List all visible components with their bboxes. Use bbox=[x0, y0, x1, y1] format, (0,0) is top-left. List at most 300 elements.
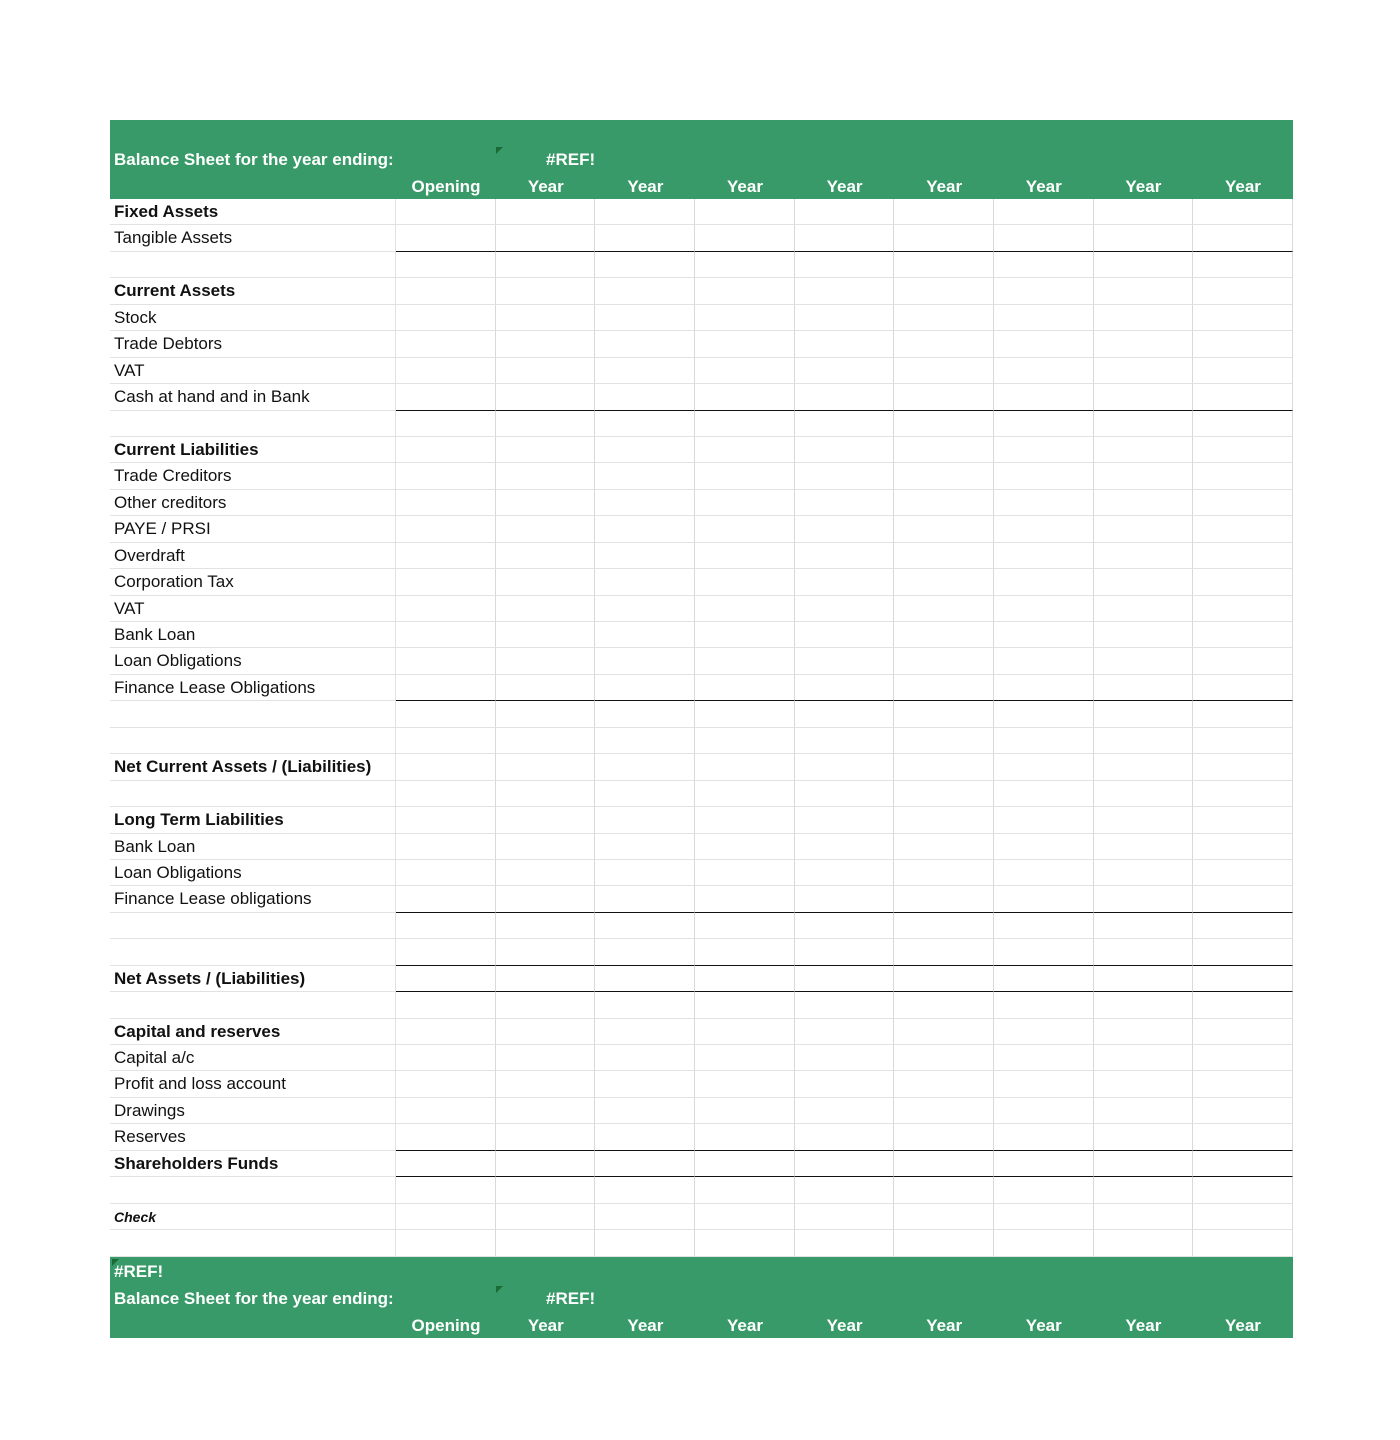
value-cell[interactable] bbox=[595, 1151, 695, 1177]
value-cell[interactable] bbox=[595, 1045, 695, 1071]
row-label[interactable]: Finance Lease Obligations bbox=[110, 675, 396, 701]
value-cell[interactable] bbox=[795, 437, 895, 463]
value-cell[interactable] bbox=[496, 490, 596, 516]
value-cell[interactable] bbox=[595, 199, 695, 225]
value-cell[interactable] bbox=[994, 225, 1094, 251]
value-cell[interactable] bbox=[1094, 1045, 1194, 1071]
row-label[interactable] bbox=[110, 913, 396, 939]
value-cell[interactable] bbox=[695, 966, 795, 992]
value-cell[interactable] bbox=[1193, 834, 1293, 860]
value-cell[interactable] bbox=[595, 305, 695, 331]
value-cell[interactable] bbox=[894, 516, 994, 542]
value-cell[interactable] bbox=[695, 648, 795, 674]
value-cell[interactable] bbox=[1094, 331, 1194, 357]
value-cell[interactable] bbox=[1094, 490, 1194, 516]
value-cell[interactable] bbox=[1094, 358, 1194, 384]
value-cell[interactable] bbox=[496, 1204, 596, 1230]
value-cell[interactable] bbox=[994, 358, 1094, 384]
value-cell[interactable] bbox=[1094, 1124, 1194, 1150]
value-cell[interactable] bbox=[1193, 1124, 1293, 1150]
value-cell[interactable] bbox=[695, 225, 795, 251]
value-cell[interactable] bbox=[795, 1124, 895, 1150]
value-cell[interactable] bbox=[1193, 225, 1293, 251]
value-cell[interactable] bbox=[396, 252, 496, 278]
value-cell[interactable] bbox=[795, 1177, 895, 1203]
row-label[interactable]: Net Assets / (Liabilities) bbox=[110, 966, 396, 992]
value-cell[interactable] bbox=[795, 384, 895, 410]
value-cell[interactable] bbox=[795, 252, 895, 278]
value-cell[interactable] bbox=[994, 463, 1094, 489]
row-label[interactable]: Net Current Assets / (Liabilities) bbox=[110, 754, 396, 780]
value-cell[interactable] bbox=[994, 252, 1094, 278]
value-cell[interactable] bbox=[1094, 305, 1194, 331]
value-cell[interactable] bbox=[396, 278, 496, 304]
value-cell[interactable] bbox=[695, 490, 795, 516]
value-cell[interactable] bbox=[1193, 754, 1293, 780]
value-cell[interactable] bbox=[695, 1204, 795, 1230]
value-cell[interactable] bbox=[496, 596, 596, 622]
value-cell[interactable] bbox=[496, 1151, 596, 1177]
value-cell[interactable] bbox=[595, 1019, 695, 1045]
value-cell[interactable] bbox=[595, 252, 695, 278]
value-cell[interactable] bbox=[695, 1045, 795, 1071]
value-cell[interactable] bbox=[1094, 992, 1194, 1018]
value-cell[interactable] bbox=[496, 1045, 596, 1071]
row-label[interactable] bbox=[110, 1230, 396, 1256]
value-cell[interactable] bbox=[695, 807, 795, 833]
value-cell[interactable] bbox=[994, 437, 1094, 463]
value-cell[interactable] bbox=[894, 437, 994, 463]
value-cell[interactable] bbox=[496, 913, 596, 939]
value-cell[interactable] bbox=[496, 225, 596, 251]
value-cell[interactable] bbox=[396, 437, 496, 463]
value-cell[interactable] bbox=[695, 543, 795, 569]
value-cell[interactable] bbox=[994, 490, 1094, 516]
value-cell[interactable] bbox=[1193, 569, 1293, 595]
value-cell[interactable] bbox=[1094, 543, 1194, 569]
value-cell[interactable] bbox=[1193, 463, 1293, 489]
row-label[interactable] bbox=[110, 728, 396, 754]
value-cell[interactable] bbox=[595, 913, 695, 939]
value-cell[interactable] bbox=[1193, 886, 1293, 912]
value-cell[interactable] bbox=[695, 913, 795, 939]
value-cell[interactable] bbox=[795, 278, 895, 304]
value-cell[interactable] bbox=[1094, 411, 1194, 437]
value-cell[interactable] bbox=[1193, 939, 1293, 965]
value-cell[interactable] bbox=[496, 834, 596, 860]
value-cell[interactable] bbox=[894, 754, 994, 780]
row-label[interactable]: Profit and loss account bbox=[110, 1071, 396, 1097]
value-cell[interactable] bbox=[695, 252, 795, 278]
value-cell[interactable] bbox=[894, 331, 994, 357]
value-cell[interactable] bbox=[894, 966, 994, 992]
row-label[interactable]: Capital and reserves bbox=[110, 1019, 396, 1045]
value-cell[interactable] bbox=[595, 490, 695, 516]
value-cell[interactable] bbox=[595, 1204, 695, 1230]
value-cell[interactable] bbox=[396, 225, 496, 251]
value-cell[interactable] bbox=[496, 675, 596, 701]
value-cell[interactable] bbox=[795, 754, 895, 780]
value-cell[interactable] bbox=[1193, 648, 1293, 674]
value-cell[interactable] bbox=[795, 834, 895, 860]
footer-ref-top[interactable]: #REF! bbox=[114, 1261, 164, 1281]
value-cell[interactable] bbox=[396, 199, 496, 225]
value-cell[interactable] bbox=[396, 728, 496, 754]
value-cell[interactable] bbox=[994, 992, 1094, 1018]
value-cell[interactable] bbox=[695, 596, 795, 622]
value-cell[interactable] bbox=[795, 411, 895, 437]
value-cell[interactable] bbox=[1193, 622, 1293, 648]
value-cell[interactable] bbox=[695, 834, 795, 860]
value-cell[interactable] bbox=[496, 543, 596, 569]
value-cell[interactable] bbox=[795, 199, 895, 225]
value-cell[interactable] bbox=[1193, 305, 1293, 331]
value-cell[interactable] bbox=[496, 701, 596, 727]
value-cell[interactable] bbox=[994, 781, 1094, 807]
value-cell[interactable] bbox=[1094, 781, 1194, 807]
value-cell[interactable] bbox=[595, 701, 695, 727]
value-cell[interactable] bbox=[396, 781, 496, 807]
value-cell[interactable] bbox=[894, 199, 994, 225]
value-cell[interactable] bbox=[795, 490, 895, 516]
value-cell[interactable] bbox=[396, 966, 496, 992]
value-cell[interactable] bbox=[695, 754, 795, 780]
value-cell[interactable] bbox=[496, 516, 596, 542]
value-cell[interactable] bbox=[994, 1071, 1094, 1097]
row-label[interactable]: Corporation Tax bbox=[110, 569, 396, 595]
value-cell[interactable] bbox=[1094, 596, 1194, 622]
value-cell[interactable] bbox=[994, 569, 1094, 595]
value-cell[interactable] bbox=[1193, 596, 1293, 622]
value-cell[interactable] bbox=[795, 966, 895, 992]
value-cell[interactable] bbox=[496, 1071, 596, 1097]
row-label[interactable]: Loan Obligations bbox=[110, 860, 396, 886]
value-cell[interactable] bbox=[695, 1019, 795, 1045]
row-label[interactable]: Long Term Liabilities bbox=[110, 807, 396, 833]
value-cell[interactable] bbox=[894, 886, 994, 912]
value-cell[interactable] bbox=[1094, 622, 1194, 648]
value-cell[interactable] bbox=[1094, 1151, 1194, 1177]
value-cell[interactable] bbox=[396, 807, 496, 833]
value-cell[interactable] bbox=[795, 622, 895, 648]
value-cell[interactable] bbox=[695, 1071, 795, 1097]
value-cell[interactable] bbox=[1193, 384, 1293, 410]
value-cell[interactable] bbox=[695, 622, 795, 648]
value-cell[interactable] bbox=[595, 754, 695, 780]
value-cell[interactable] bbox=[695, 358, 795, 384]
row-label[interactable]: Cash at hand and in Bank bbox=[110, 384, 396, 410]
row-label[interactable] bbox=[110, 411, 396, 437]
value-cell[interactable] bbox=[1094, 1204, 1194, 1230]
value-cell[interactable] bbox=[1094, 728, 1194, 754]
value-cell[interactable] bbox=[894, 1124, 994, 1150]
value-cell[interactable] bbox=[894, 384, 994, 410]
value-cell[interactable] bbox=[994, 728, 1094, 754]
value-cell[interactable] bbox=[795, 675, 895, 701]
value-cell[interactable] bbox=[1094, 675, 1194, 701]
value-cell[interactable] bbox=[695, 437, 795, 463]
value-cell[interactable] bbox=[695, 199, 795, 225]
value-cell[interactable] bbox=[396, 939, 496, 965]
row-label[interactable] bbox=[110, 781, 396, 807]
row-label[interactable]: PAYE / PRSI bbox=[110, 516, 396, 542]
value-cell[interactable] bbox=[795, 1019, 895, 1045]
value-cell[interactable] bbox=[795, 463, 895, 489]
value-cell[interactable] bbox=[795, 1071, 895, 1097]
value-cell[interactable] bbox=[695, 781, 795, 807]
value-cell[interactable] bbox=[496, 728, 596, 754]
value-cell[interactable] bbox=[595, 886, 695, 912]
value-cell[interactable] bbox=[396, 569, 496, 595]
row-label[interactable]: Trade Creditors bbox=[110, 463, 396, 489]
value-cell[interactable] bbox=[795, 860, 895, 886]
value-cell[interactable] bbox=[396, 463, 496, 489]
value-cell[interactable] bbox=[1193, 728, 1293, 754]
value-cell[interactable] bbox=[1193, 913, 1293, 939]
value-cell[interactable] bbox=[595, 1098, 695, 1124]
value-cell[interactable] bbox=[894, 278, 994, 304]
value-cell[interactable] bbox=[894, 939, 994, 965]
value-cell[interactable] bbox=[595, 807, 695, 833]
value-cell[interactable] bbox=[994, 1098, 1094, 1124]
value-cell[interactable] bbox=[496, 939, 596, 965]
value-cell[interactable] bbox=[994, 1124, 1094, 1150]
value-cell[interactable] bbox=[496, 886, 596, 912]
value-cell[interactable] bbox=[496, 305, 596, 331]
value-cell[interactable] bbox=[1094, 1230, 1194, 1256]
footer-ref-value[interactable]: #REF! bbox=[546, 1288, 596, 1308]
value-cell[interactable] bbox=[496, 781, 596, 807]
value-cell[interactable] bbox=[496, 1177, 596, 1203]
value-cell[interactable] bbox=[695, 384, 795, 410]
value-cell[interactable] bbox=[396, 1204, 496, 1230]
value-cell[interactable] bbox=[1094, 1071, 1194, 1097]
value-cell[interactable] bbox=[1094, 886, 1194, 912]
value-cell[interactable] bbox=[1193, 1177, 1293, 1203]
value-cell[interactable] bbox=[695, 278, 795, 304]
value-cell[interactable] bbox=[894, 701, 994, 727]
value-cell[interactable] bbox=[795, 1204, 895, 1230]
value-cell[interactable] bbox=[496, 199, 596, 225]
row-label[interactable]: Check bbox=[110, 1204, 396, 1230]
row-label[interactable] bbox=[110, 701, 396, 727]
value-cell[interactable] bbox=[595, 437, 695, 463]
value-cell[interactable] bbox=[496, 463, 596, 489]
value-cell[interactable] bbox=[496, 384, 596, 410]
row-label[interactable]: Loan Obligations bbox=[110, 648, 396, 674]
value-cell[interactable] bbox=[396, 913, 496, 939]
value-cell[interactable] bbox=[894, 913, 994, 939]
value-cell[interactable] bbox=[894, 1071, 994, 1097]
value-cell[interactable] bbox=[396, 411, 496, 437]
value-cell[interactable] bbox=[894, 1177, 994, 1203]
value-cell[interactable] bbox=[496, 1124, 596, 1150]
value-cell[interactable] bbox=[994, 834, 1094, 860]
value-cell[interactable] bbox=[795, 992, 895, 1018]
value-cell[interactable] bbox=[1193, 1151, 1293, 1177]
row-label[interactable]: Finance Lease obligations bbox=[110, 886, 396, 912]
value-cell[interactable] bbox=[396, 384, 496, 410]
value-cell[interactable] bbox=[695, 939, 795, 965]
value-cell[interactable] bbox=[496, 860, 596, 886]
value-cell[interactable] bbox=[1193, 358, 1293, 384]
value-cell[interactable] bbox=[1193, 278, 1293, 304]
value-cell[interactable] bbox=[396, 358, 496, 384]
row-label[interactable]: Bank Loan bbox=[110, 834, 396, 860]
value-cell[interactable] bbox=[496, 411, 596, 437]
value-cell[interactable] bbox=[396, 860, 496, 886]
value-cell[interactable] bbox=[396, 596, 496, 622]
value-cell[interactable] bbox=[695, 886, 795, 912]
value-cell[interactable] bbox=[994, 622, 1094, 648]
value-cell[interactable] bbox=[695, 1177, 795, 1203]
value-cell[interactable] bbox=[695, 860, 795, 886]
value-cell[interactable] bbox=[994, 1045, 1094, 1071]
value-cell[interactable] bbox=[396, 1098, 496, 1124]
value-cell[interactable] bbox=[396, 886, 496, 912]
value-cell[interactable] bbox=[695, 569, 795, 595]
row-label[interactable]: Reserves bbox=[110, 1124, 396, 1150]
row-label[interactable]: Tangible Assets bbox=[110, 225, 396, 251]
value-cell[interactable] bbox=[595, 358, 695, 384]
row-label[interactable]: Stock bbox=[110, 305, 396, 331]
value-cell[interactable] bbox=[1193, 331, 1293, 357]
value-cell[interactable] bbox=[894, 1230, 994, 1256]
value-cell[interactable] bbox=[1094, 516, 1194, 542]
value-cell[interactable] bbox=[595, 225, 695, 251]
value-cell[interactable] bbox=[1193, 516, 1293, 542]
value-cell[interactable] bbox=[1094, 1177, 1194, 1203]
value-cell[interactable] bbox=[496, 1098, 596, 1124]
value-cell[interactable] bbox=[1094, 199, 1194, 225]
value-cell[interactable] bbox=[994, 1151, 1094, 1177]
value-cell[interactable] bbox=[894, 358, 994, 384]
value-cell[interactable] bbox=[1094, 278, 1194, 304]
row-label[interactable] bbox=[110, 992, 396, 1018]
value-cell[interactable] bbox=[396, 834, 496, 860]
row-label[interactable]: Trade Debtors bbox=[110, 331, 396, 357]
value-cell[interactable] bbox=[695, 1151, 795, 1177]
value-cell[interactable] bbox=[994, 754, 1094, 780]
value-cell[interactable] bbox=[994, 939, 1094, 965]
value-cell[interactable] bbox=[894, 648, 994, 674]
value-cell[interactable] bbox=[595, 516, 695, 542]
value-cell[interactable] bbox=[1094, 1019, 1194, 1045]
value-cell[interactable] bbox=[994, 886, 1094, 912]
value-cell[interactable] bbox=[894, 411, 994, 437]
value-cell[interactable] bbox=[795, 596, 895, 622]
value-cell[interactable] bbox=[695, 331, 795, 357]
value-cell[interactable] bbox=[396, 490, 496, 516]
value-cell[interactable] bbox=[994, 1230, 1094, 1256]
value-cell[interactable] bbox=[1094, 437, 1194, 463]
value-cell[interactable] bbox=[994, 516, 1094, 542]
value-cell[interactable] bbox=[894, 569, 994, 595]
value-cell[interactable] bbox=[595, 860, 695, 886]
value-cell[interactable] bbox=[695, 701, 795, 727]
value-cell[interactable] bbox=[396, 675, 496, 701]
value-cell[interactable] bbox=[894, 596, 994, 622]
value-cell[interactable] bbox=[795, 331, 895, 357]
value-cell[interactable] bbox=[595, 939, 695, 965]
value-cell[interactable] bbox=[496, 331, 596, 357]
value-cell[interactable] bbox=[595, 1230, 695, 1256]
value-cell[interactable] bbox=[994, 199, 1094, 225]
value-cell[interactable] bbox=[396, 1019, 496, 1045]
row-label[interactable]: Bank Loan bbox=[110, 622, 396, 648]
value-cell[interactable] bbox=[795, 305, 895, 331]
value-cell[interactable] bbox=[496, 569, 596, 595]
value-cell[interactable] bbox=[595, 463, 695, 489]
value-cell[interactable] bbox=[595, 728, 695, 754]
value-cell[interactable] bbox=[396, 648, 496, 674]
value-cell[interactable] bbox=[595, 966, 695, 992]
value-cell[interactable] bbox=[1193, 1045, 1293, 1071]
value-cell[interactable] bbox=[795, 516, 895, 542]
value-cell[interactable] bbox=[1094, 860, 1194, 886]
value-cell[interactable] bbox=[595, 411, 695, 437]
row-label[interactable] bbox=[110, 939, 396, 965]
value-cell[interactable] bbox=[795, 1151, 895, 1177]
row-label[interactable]: Shareholders Funds bbox=[110, 1151, 396, 1177]
value-cell[interactable] bbox=[396, 1071, 496, 1097]
value-cell[interactable] bbox=[795, 1045, 895, 1071]
value-cell[interactable] bbox=[1193, 437, 1293, 463]
value-cell[interactable] bbox=[396, 305, 496, 331]
value-cell[interactable] bbox=[1193, 701, 1293, 727]
value-cell[interactable] bbox=[695, 463, 795, 489]
value-cell[interactable] bbox=[695, 305, 795, 331]
value-cell[interactable] bbox=[1094, 834, 1194, 860]
value-cell[interactable] bbox=[396, 543, 496, 569]
value-cell[interactable] bbox=[1094, 252, 1194, 278]
value-cell[interactable] bbox=[496, 358, 596, 384]
value-cell[interactable] bbox=[1193, 992, 1293, 1018]
value-cell[interactable] bbox=[994, 1204, 1094, 1230]
row-label[interactable]: Drawings bbox=[110, 1098, 396, 1124]
value-cell[interactable] bbox=[894, 305, 994, 331]
value-cell[interactable] bbox=[894, 675, 994, 701]
value-cell[interactable] bbox=[994, 331, 1094, 357]
value-cell[interactable] bbox=[595, 648, 695, 674]
value-cell[interactable] bbox=[894, 225, 994, 251]
header-ref-value[interactable]: #REF! bbox=[546, 150, 596, 169]
value-cell[interactable] bbox=[595, 992, 695, 1018]
value-cell[interactable] bbox=[1094, 384, 1194, 410]
value-cell[interactable] bbox=[894, 543, 994, 569]
value-cell[interactable] bbox=[1094, 1098, 1194, 1124]
value-cell[interactable] bbox=[496, 754, 596, 780]
row-label[interactable]: Other creditors bbox=[110, 490, 396, 516]
value-cell[interactable] bbox=[595, 1177, 695, 1203]
value-cell[interactable] bbox=[994, 675, 1094, 701]
value-cell[interactable] bbox=[595, 834, 695, 860]
value-cell[interactable] bbox=[595, 569, 695, 595]
value-cell[interactable] bbox=[1193, 860, 1293, 886]
value-cell[interactable] bbox=[1094, 648, 1194, 674]
value-cell[interactable] bbox=[795, 569, 895, 595]
value-cell[interactable] bbox=[1193, 781, 1293, 807]
value-cell[interactable] bbox=[1094, 939, 1194, 965]
value-cell[interactable] bbox=[894, 1098, 994, 1124]
value-cell[interactable] bbox=[994, 913, 1094, 939]
value-cell[interactable] bbox=[496, 648, 596, 674]
value-cell[interactable] bbox=[695, 1098, 795, 1124]
value-cell[interactable] bbox=[795, 1230, 895, 1256]
value-cell[interactable] bbox=[595, 1124, 695, 1150]
row-label[interactable] bbox=[110, 252, 396, 278]
value-cell[interactable] bbox=[396, 1124, 496, 1150]
